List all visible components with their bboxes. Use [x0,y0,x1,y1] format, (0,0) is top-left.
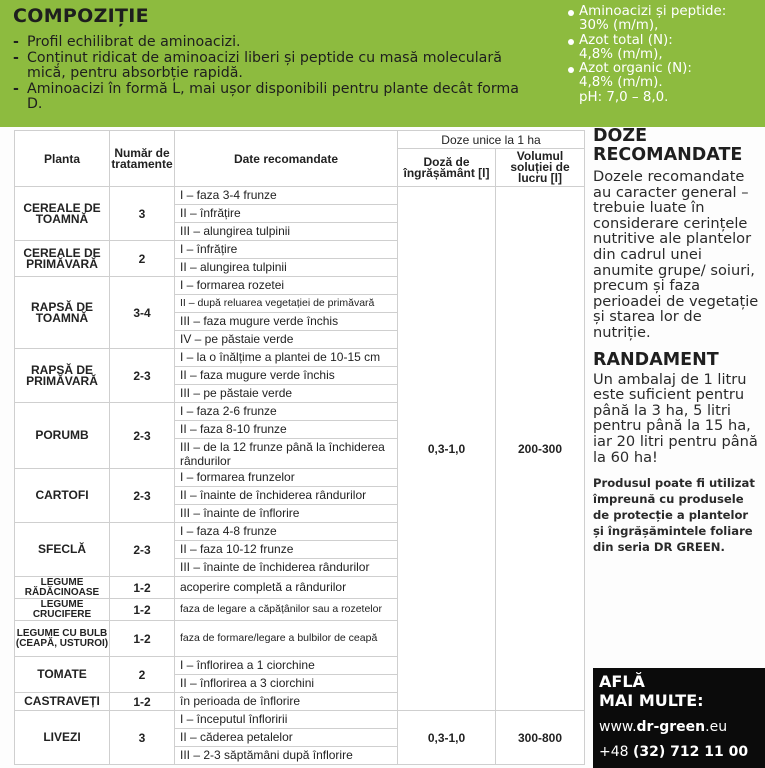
date-cell: III – de la 12 frunze până la închiderea rândurilor [175,439,398,469]
date-cell: II – alungirea tulpinii [175,259,398,277]
table-row [15,711,585,729]
date-cell: I – formarea rozetei [175,277,398,295]
dose-table-body [15,187,585,765]
dose-value-cell: 0,3-1,0 [398,711,496,765]
date-cell: I – începutul înfloririi [175,711,398,729]
contact-heading [599,672,765,710]
composition-item: - Profil echilibrat de aminoacizi. [13,35,533,51]
date-cell: II – înflorirea a 3 ciorchini [175,675,398,693]
plant-cell: CEREALE DE PRIMĂVARĂ [15,241,110,277]
header-doze-group: Doze unice la 1 ha [398,131,585,149]
plant-cell: RAPSĂ DE TOAMNĂ [15,277,110,349]
date-cell: I – faza 4-8 frunze [175,523,398,541]
plant-cell: SFECLĂ [15,523,110,577]
treatment-count-cell: 2 [110,657,175,693]
spec-list [567,5,763,105]
plant-cell: RAPSĂ DE PRIMĂVARĂ [15,349,110,403]
contact-heading-line1: AFLĂ [599,672,645,691]
treatment-count-cell: 2-3 [110,349,175,403]
randament-text: Un ambalaj de 1 litru este suficient pentru până la 3 ha, 5 litri pentru până la 15 ha, iar 20 litri pentru până la 60 ha! [593,370,758,466]
treatment-count-cell: 2 [110,241,175,277]
date-cell: II – înfrățire [175,205,398,223]
treatment-count-cell: 1-2 [110,693,175,711]
spec-label: Aminoacizi și peptide: [579,4,727,19]
website-prefix: www. [599,719,637,735]
plant-cell: CARTOFI [15,469,110,523]
date-cell: II – după reluarea vegetației de primăvară [175,295,398,313]
plant-cell: TOMATE [15,657,110,693]
dose-table-container [14,130,584,765]
spec-ph: pH: 7,0 – 8,0. [579,89,669,105]
contact-box [593,668,765,768]
composition-list [13,35,533,113]
plant-cell: LEGUME CRUCIFERE [15,599,110,621]
composition-title: COMPOZIȚIE [13,5,149,27]
date-cell: II – faza 10-12 frunze [175,541,398,559]
composition-item: - Conținut ridicat de aminoacizi liberi și peptide cu masă moleculară mică, pentru absorbție rapidă. [13,51,533,82]
date-cell: IV – pe păstaie verde [175,331,398,349]
plant-cell: CEREALE DE TOAMNĂ [15,187,110,241]
header-volum: Volumul soluției de lucru [l] [496,149,585,187]
plant-cell: CASTRAVEȚI [15,693,110,711]
website-suffix: .eu [705,719,728,735]
header-doza: Doză de îngrășământ [l] [398,149,496,187]
treatment-count-cell: 2-3 [110,523,175,577]
date-cell: faza de legare a căpățânilor sau a rozetelor [175,599,398,621]
plant-cell: LIVEZI [15,711,110,765]
header-date: Date recomandate [175,131,398,187]
phone-main: (32) 712 11 00 [633,744,749,760]
date-cell: I – la o înălțime a plantei de 10-15 cm [175,349,398,367]
spec-value: 4,8% (m/m), [579,46,663,62]
doze-text: Dozele recomandate au caracter general – trebuie luate în considerare cerințele nutritive ale plantelor din cadrul unei anumite grupe/ soiuri, precum și faza perioadei de vegetație și starea lor de nutriție. [593,168,759,341]
composition-item: - Aminoacizi în formă L, mai ușor disponibili pentru plante decât forma D. [13,82,533,113]
date-cell: III – înainte de înflorire [175,505,398,523]
date-cell: III – pe păstaie verde [175,385,398,403]
doze-title: DOZE RECOMANDATE [593,126,743,165]
treatment-count-cell: 3-4 [110,277,175,349]
website-link[interactable] [599,719,765,735]
treatment-count-cell: 1-2 [110,621,175,657]
spec-label: Azot total (N): [579,32,673,48]
volume-value-cell: 300-800 [496,711,585,765]
date-cell: III – înainte de închiderea rândurilor [175,559,398,577]
info-column [593,127,765,555]
treatment-count-cell: 2-3 [110,469,175,523]
dose-table [14,130,585,765]
treatment-count-cell: 3 [110,187,175,241]
product-note: Produsul poate fi utilizat împreună cu produsele de protecție a plantelor și îngrășămintele foliare din seria DR GREEN. [593,476,755,555]
date-cell: faza de formare/legare a bulbilor de ceapă [175,621,398,657]
composition-banner [0,0,765,127]
volume-value-cell: 200-300 [496,187,585,711]
spec-value: 4,8% (m/m). [579,75,663,91]
plant-cell: PORUMB [15,403,110,469]
date-cell: III – alungirea tulpinii [175,223,398,241]
treatment-count-cell: 3 [110,711,175,765]
date-cell: II – căderea petalelor [175,729,398,747]
table-row [15,187,585,205]
date-cell: I – faza 3-4 frunze [175,187,398,205]
spec-value: 30% (m/m), [579,18,659,34]
date-cell: III – 2-3 săptămâni după înflorire [175,747,398,765]
date-cell: II – înainte de închiderea rândurilor [175,487,398,505]
spec-item [567,5,763,34]
randament-title: RANDAMENT [593,349,719,370]
date-cell: II – faza mugure verde închis [175,367,398,385]
date-cell: I – înfrățire [175,241,398,259]
date-cell: I – formarea frunzelor [175,469,398,487]
contact-heading-line2: MAI MULTE: [599,691,704,710]
date-cell: I – înflorirea a 1 ciorchine [175,657,398,675]
plant-cell: LEGUME RĂDĂCINOASE [15,577,110,599]
date-cell: în perioada de înflorire [175,693,398,711]
header-numar: Număr de tratamente [110,131,175,187]
dose-value-cell: 0,3-1,0 [398,187,496,711]
treatment-count-cell: 2-3 [110,403,175,469]
plant-cell: LEGUME CU BULB (CEAPĂ, USTUROI) [15,621,110,657]
date-cell: II – faza 8-10 frunze [175,421,398,439]
date-cell: III – faza mugure verde închis [175,313,398,331]
treatment-count-cell: 1-2 [110,577,175,599]
spec-item [567,34,763,63]
header-planta: Planta [15,131,110,187]
treatment-count-cell: 1-2 [110,599,175,621]
website-brand: dr-green [636,719,706,735]
phone-prefix: +48 [599,744,629,760]
date-cell: I – faza 2-6 frunze [175,403,398,421]
phone-number[interactable] [599,744,765,760]
spec-item [567,62,763,91]
date-cell: acoperire completă a rândurilor [175,577,398,599]
spec-label: Azot organic (N): [579,61,692,77]
